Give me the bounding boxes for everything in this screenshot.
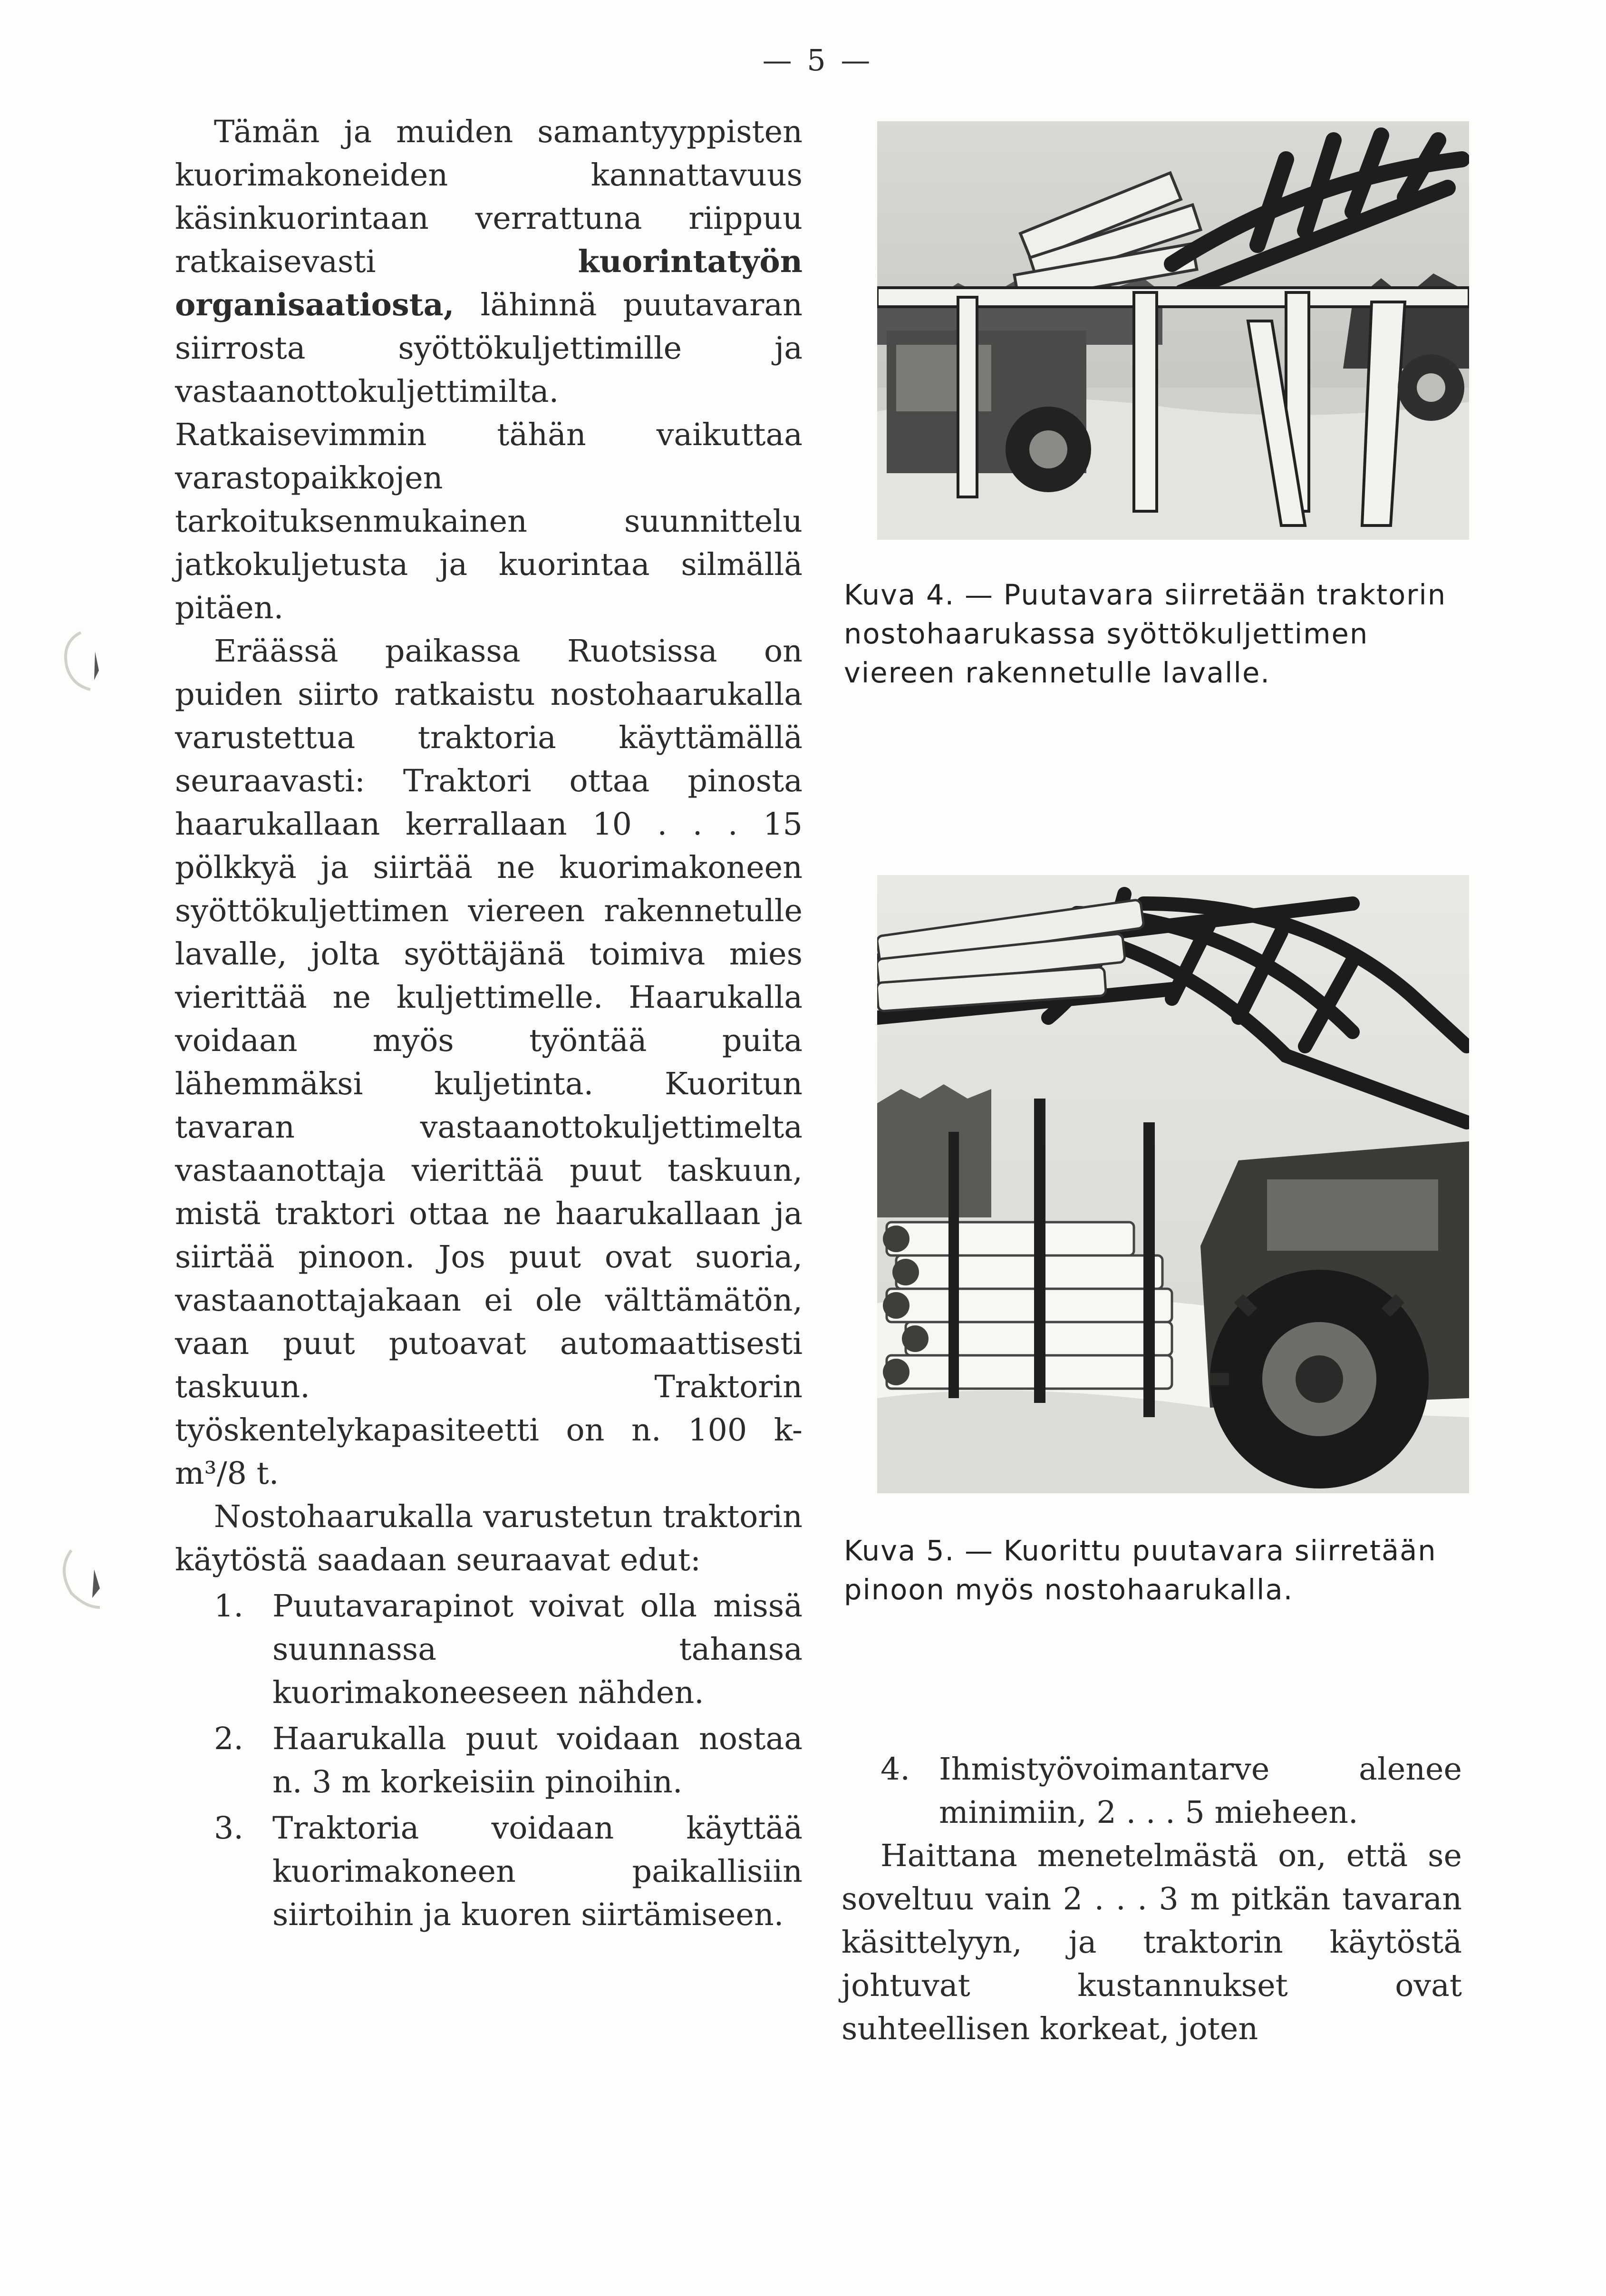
list-item-number: 1. bbox=[214, 1588, 244, 1624]
photo-tractor-fork-loading bbox=[877, 121, 1469, 540]
list-item-text: Ihmistyövoimantarve alenee minimiin, 2 . . . 5 mieheen. bbox=[939, 1751, 1462, 1830]
page-number: — 5 — bbox=[762, 43, 873, 78]
scan-smudge-mark bbox=[43, 623, 114, 699]
list-item-number: 4. bbox=[880, 1751, 910, 1787]
list-item bbox=[175, 1717, 803, 1804]
paragraph-1-emphasis: kuorintatyön organisaatiosta, bbox=[175, 243, 803, 323]
paragraph-1 bbox=[175, 110, 803, 630]
list-item bbox=[842, 1748, 1462, 1834]
list-item-text: Haarukalla puut voidaan nostaa n. 3 m korkeisiin pinoihin. bbox=[272, 1721, 803, 1800]
paragraph-3: Nostohaarukalla varustetun traktorin käytöstä saadaan seuraavat edut: bbox=[175, 1499, 803, 1578]
right-text-column bbox=[842, 1748, 1462, 2051]
caption-kuva-5: Kuva 5. — Kuorittu puutavara siirretään pinoon myös nostohaarukalla. bbox=[844, 1534, 1437, 1606]
paragraph-1-end: lähinnä puutavaran siirrosta syöttökuljettimille ja vastaanottokuljettimilta. Ratkaisevimmin tähän vaikuttaa varastopaikkojen tarkoituksenmukainen suunnittelu jatkokuljetusta ja kuorintaa silmällä pitäen. bbox=[175, 287, 803, 626]
photo-tractor-stacking-logs bbox=[877, 875, 1469, 1493]
left-text-column bbox=[175, 110, 803, 1936]
list-item-text: Traktoria voidaan käyttää kuorimakoneen paikallisiin siirtoihin ja kuoren siirtämiseen. bbox=[272, 1810, 803, 1933]
list-item-number: 2. bbox=[214, 1721, 244, 1757]
paragraph-1-start: Tämän ja muiden samantyyppisten kuorimakoneiden kannattavuus käsinkuorintaan verrattuna riippuu ratkaisevasti bbox=[175, 114, 803, 280]
advantages-list bbox=[175, 1585, 803, 1936]
list-item-text: Puutavarapinot voivat olla missä suunnassa tahansa kuorimakoneeseen nähden. bbox=[272, 1588, 803, 1711]
list-item-number: 3. bbox=[214, 1810, 244, 1846]
caption-kuva-4: Kuva 4. — Puutavara siirretään traktorin nostohaarukassa syöttökuljettimen viereen rakennetulle lavalle. bbox=[844, 578, 1447, 689]
list-item bbox=[175, 1807, 803, 1936]
paragraph-right: Haittana menetelmästä on, että se soveltuu vain 2 . . . 3 m pitkän tavaran käsittelyyn, ja traktorin käytöstä johtuvat kustannukset ovat suhteellisen korkeat, joten bbox=[842, 1838, 1462, 2047]
scan-smudge-mark bbox=[43, 1536, 114, 1617]
list-item bbox=[175, 1585, 803, 1714]
paragraph-2: Eräässä paikassa Ruotsissa on puiden siirto ratkaistu nostohaarukalla varustettua traktoria käyttämällä seuraavasti: Traktori ottaa pinosta haarukallaan kerrallaan 10 . . . 15 pölkkyä ja siirtää ne kuorimakoneen syöttökuljettimen viereen rakennetulle lavalle, jolta syöttäjänä toimiva mies vierittää ne kuljettimelle. Haarukalla voidaan myös työntää puita lähemmäksi kuljetinta. Kuoritun tavaran vastaanottokuljettimelta vastaanottaja vierittää puut taskuun, mistä traktori ottaa ne haarukallaan ja siirtää pinoon. Jos puut ovat suoria, vastaanottajakaan ei ole välttämätön, vaan puut putoavat automaattisesti taskuun. Traktorin työskentelykapasiteetti on n. 100 k-m³/8 t. bbox=[175, 633, 803, 1491]
